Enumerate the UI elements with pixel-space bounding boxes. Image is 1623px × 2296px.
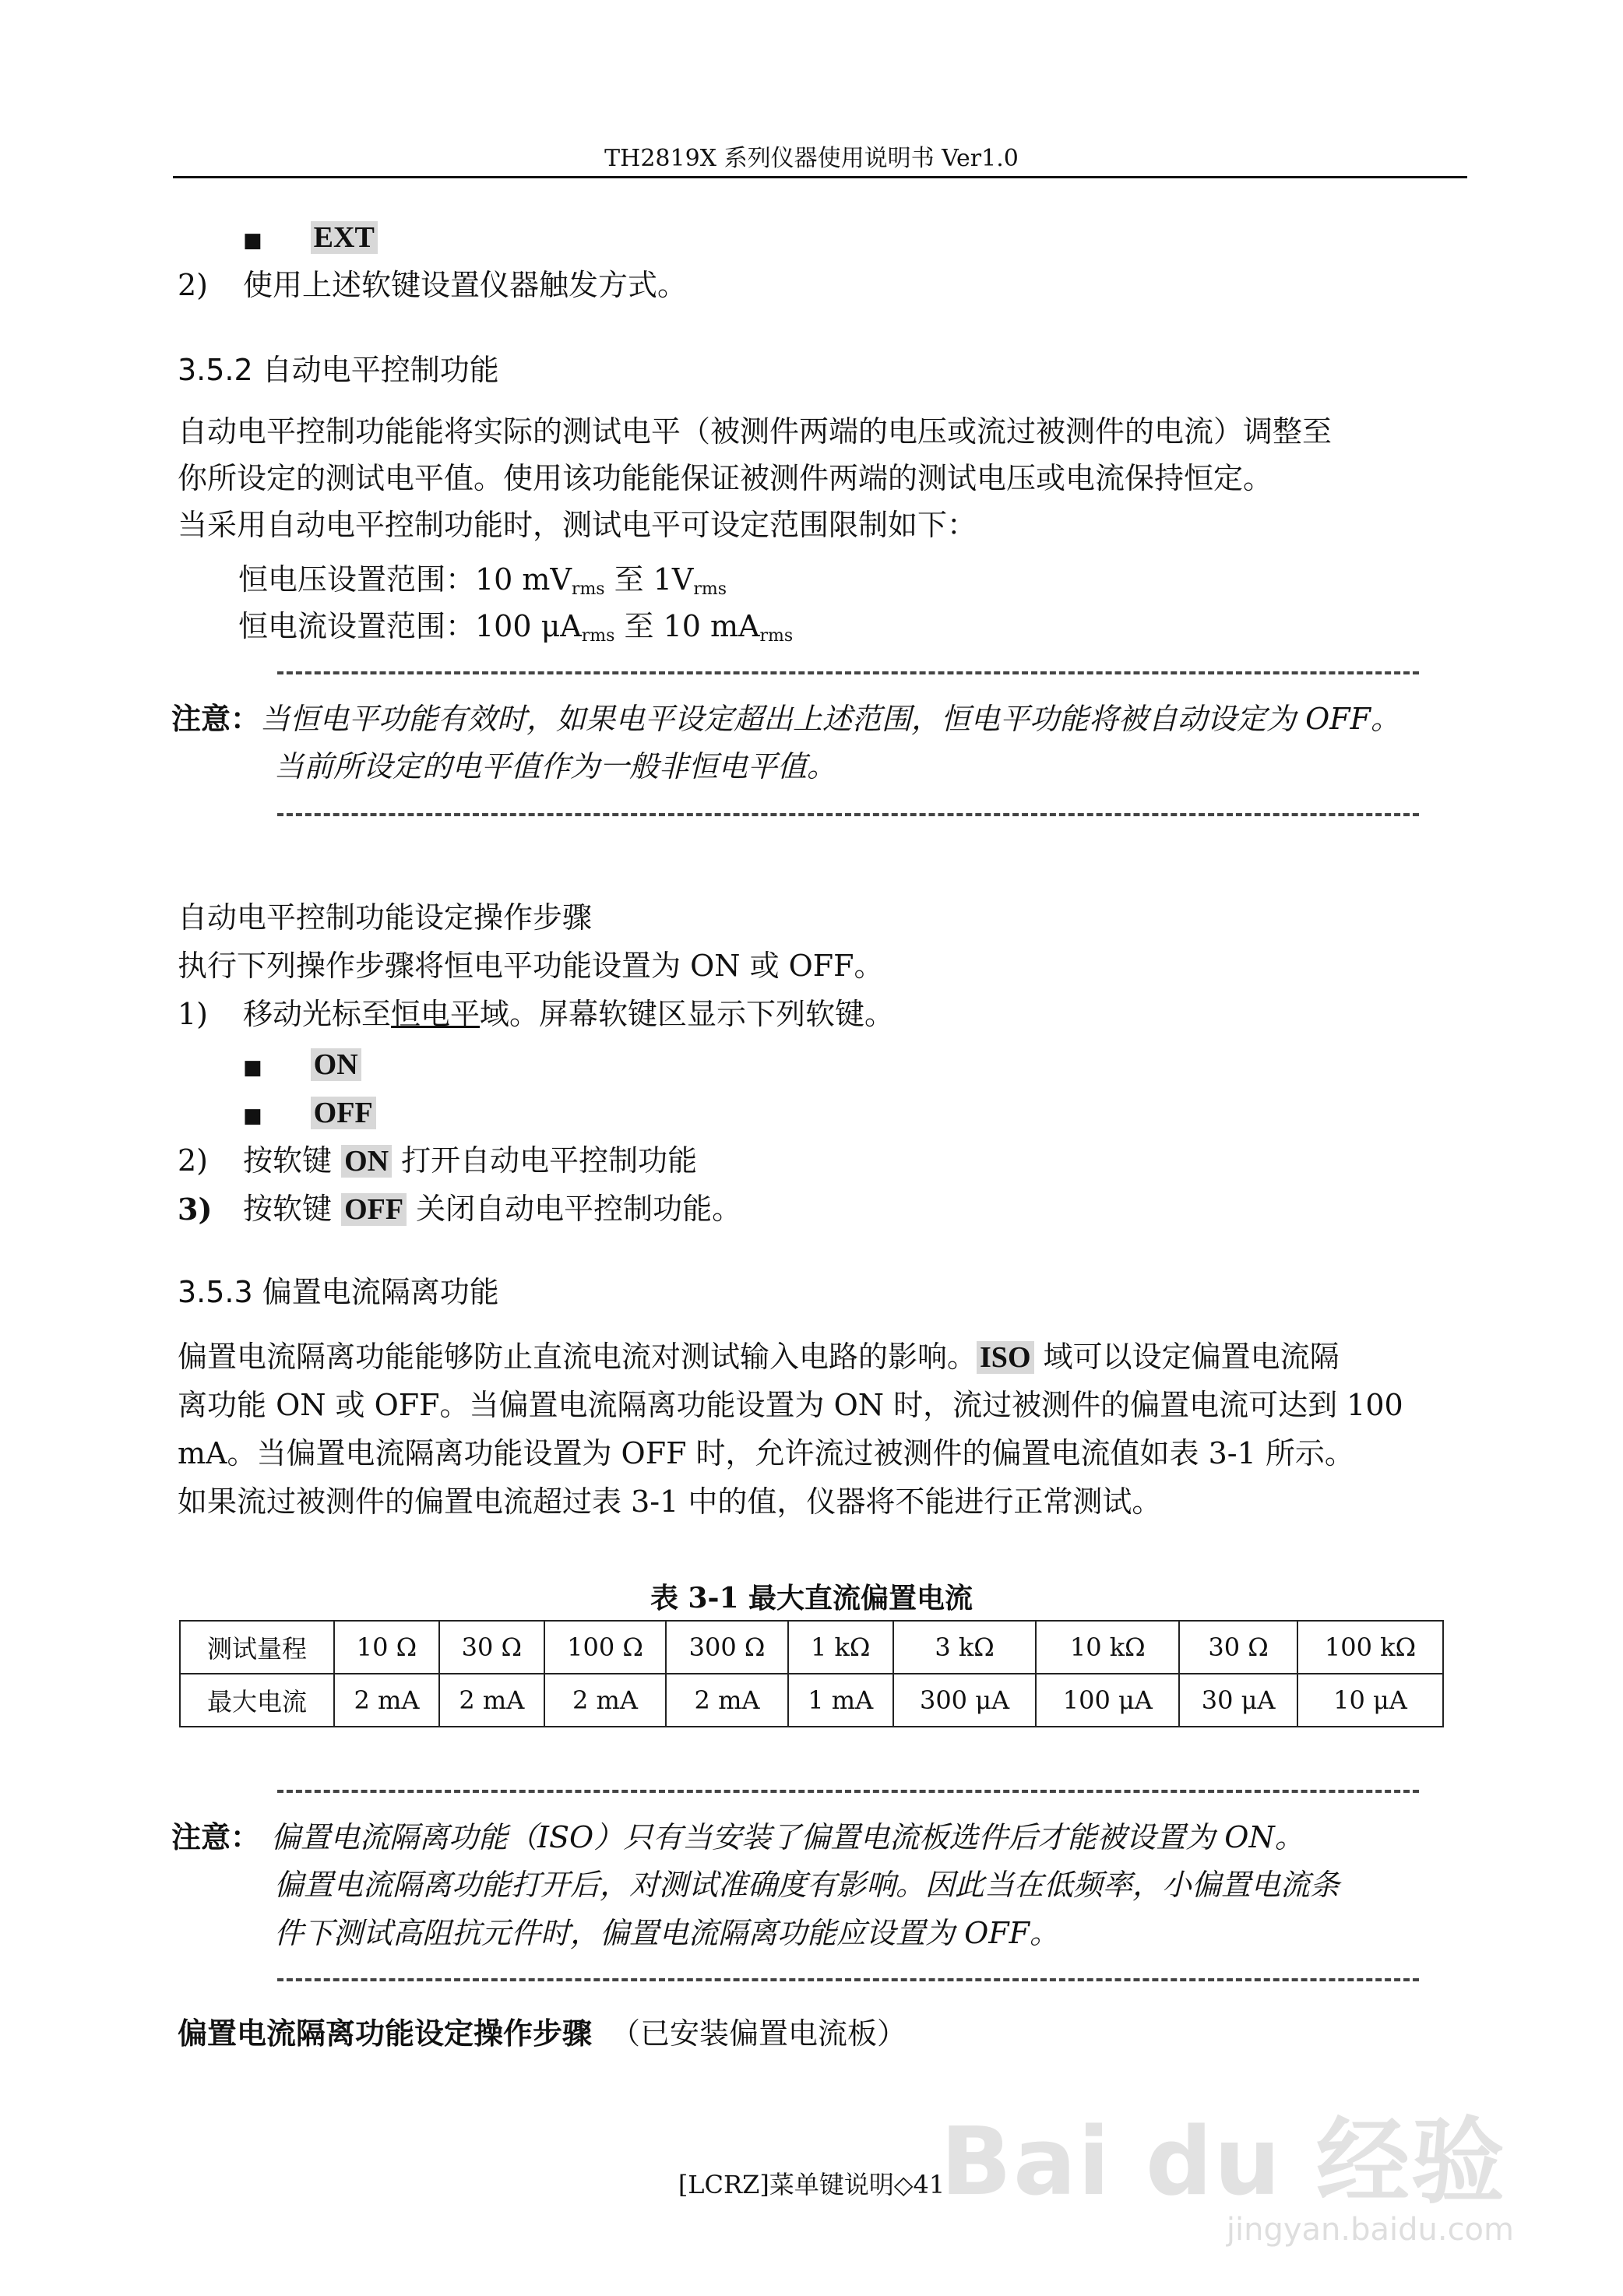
page-header: TH2819X 系列仪器使用说明书 Ver1.0 <box>604 145 1019 172</box>
field-iso: ISO <box>977 1341 1033 1374</box>
paragraph-line: 如果流过被测件的偏置电流超过表 3-1 中的值，仪器将不能进行正常测试。 <box>178 1484 1162 1519</box>
table-cell: 100 kΩ <box>1297 1621 1443 1674</box>
table-cell: 3 kΩ <box>893 1621 1037 1674</box>
cc-mid: 至 10 mA <box>614 609 760 643</box>
constant-current-range <box>238 609 793 646</box>
para-text: 域可以设定偏置电流隔 <box>1033 1340 1340 1374</box>
table-cell: 30 Ω <box>439 1621 544 1674</box>
procedure-note: （已安装偏置电流板） <box>611 2016 907 2051</box>
softkey-ext: EXT <box>311 221 378 254</box>
table-cell: 2 mA <box>439 1674 544 1727</box>
note-label: 注意： <box>171 701 261 736</box>
paragraph-line: 离功能 ON 或 OFF。当偏置电流隔离功能设置为 ON 时，流过被测件的偏置电流可达到 100 <box>178 1388 1403 1422</box>
bullet-off <box>243 1095 376 1132</box>
table-caption: 表 3-1 最大直流偏置电流 <box>650 1582 973 1615</box>
note-text: 当恒电平功能有效时，如果电平设定超出上述范围，恒电平功能将被自动设定为 OFF。 <box>260 702 1400 736</box>
note-divider-top <box>277 1790 1419 1793</box>
constant-voltage-range <box>238 562 727 600</box>
table-cell: 300 μA <box>893 1674 1037 1727</box>
note-text: 当前所设定的电平值作为一般非恒电平值。 <box>274 749 837 784</box>
step-number: 2) <box>178 1143 209 1178</box>
page-footer: [LCRZ]菜单键说明◇41 <box>678 2170 945 2199</box>
note-2 <box>171 1819 1304 1856</box>
procedure-intro: 执行下列操作步骤将恒电平功能设置为 ON 或 OFF。 <box>178 949 884 983</box>
step-number: 2) <box>178 268 209 302</box>
procedure-heading-iso <box>178 2016 907 2052</box>
cv-sub: rms <box>571 579 605 599</box>
note-divider-bottom <box>277 1978 1419 1981</box>
step-number: 3) <box>178 1192 213 1227</box>
table-row <box>180 1674 1443 1727</box>
cv-sub: rms <box>693 579 727 599</box>
table-cell: 100 μA <box>1036 1674 1179 1727</box>
table-cell: 2 mA <box>334 1674 439 1727</box>
cc-label: 恒电流设置范围：100 μA <box>238 609 582 643</box>
procedure-heading: 自动电平控制功能设定操作步骤 <box>178 900 593 935</box>
step-text: 按软键 <box>243 1192 342 1226</box>
para-text: 偏置电流隔离功能能够防止直流电流对测试输入电路的影响。 <box>178 1340 977 1374</box>
paragraph-line: mA。当偏置电流隔离功能设置为 OFF 时，允许流过被测件的偏置电流值如表 3-1 所示。 <box>178 1436 1354 1470</box>
bullet-square-icon: ■ <box>243 1056 262 1079</box>
bias-current-table <box>179 1620 1444 1727</box>
step-2-trigger <box>178 268 688 304</box>
field-name: 恒电平 <box>391 997 481 1031</box>
step-text: 关闭自动电平控制功能。 <box>407 1192 742 1226</box>
procedure-heading: 偏置电流隔离功能设定操作步骤 <box>178 2016 593 2051</box>
softkey-off: OFF <box>341 1193 407 1226</box>
cv-label: 恒电压设置范围：10 mV <box>238 562 572 597</box>
table-cell: 100 Ω <box>544 1621 667 1674</box>
step-text: 移动光标至 <box>243 997 392 1031</box>
paragraph-line: 当采用自动电平控制功能时，测试电平可设定范围限制如下： <box>178 508 977 542</box>
table-cell: 10 μA <box>1297 1674 1443 1727</box>
paragraph-line: 自动电平控制功能能将实际的测试电平（被测件两端的电压或流过被测件的电流）调整至 <box>178 414 1333 449</box>
procedure-step-2 <box>178 1143 698 1179</box>
section-heading-3-5-3: 3.5.3 偏置电流隔离功能 <box>178 1275 499 1309</box>
note-text: 偏置电流隔离功能（ISO）只有当安装了偏置电流板选件后才能被设置为 ON。 <box>271 1820 1304 1854</box>
softkey-off: OFF <box>311 1097 376 1129</box>
cc-sub: rms <box>759 626 794 646</box>
note-divider-top <box>277 671 1419 674</box>
table-cell: 1 mA <box>788 1674 893 1727</box>
table-cell: 1 kΩ <box>788 1621 893 1674</box>
bullet-on <box>243 1047 361 1083</box>
table-cell: 10 kΩ <box>1036 1621 1179 1674</box>
softkey-on: ON <box>311 1048 361 1081</box>
paragraph-line: 你所设定的测试电平值。使用该功能能保证被测件两端的测试电压或电流保持恒定。 <box>178 461 1273 495</box>
cv-mid: 至 1V <box>604 562 694 597</box>
bullet-square-icon: ■ <box>243 1104 262 1128</box>
watermark-url: jingyan.baidu.com <box>1226 2212 1514 2248</box>
bullet-ext <box>243 220 378 256</box>
baidu-jingyan-watermark: Bai du 经验 <box>940 2108 1506 2217</box>
table-header-cell: 最大电流 <box>180 1674 334 1727</box>
table-cell: 30 Ω <box>1179 1621 1297 1674</box>
bullet-square-icon: ■ <box>243 229 262 252</box>
note-1 <box>171 701 1400 738</box>
note-label: 注意： <box>171 1819 261 1854</box>
table-row <box>180 1621 1443 1674</box>
step-text: 打开自动电平控制功能 <box>392 1143 698 1178</box>
procedure-step-1 <box>178 997 895 1033</box>
note-text: 件下测试高阻抗元件时，偏置电流隔离功能应设置为 OFF。 <box>274 1916 1059 1950</box>
table-cell: 2 mA <box>666 1674 788 1727</box>
table-header-cell: 测试量程 <box>180 1621 334 1674</box>
cc-sub: rms <box>581 626 615 646</box>
table-cell: 30 μA <box>1179 1674 1297 1727</box>
table-cell: 10 Ω <box>334 1621 439 1674</box>
note-text: 偏置电流隔离功能打开后，对测试准确度有影响。因此当在低频率，小偏置电流条 <box>274 1868 1340 1902</box>
table-cell: 300 Ω <box>666 1621 788 1674</box>
table-cell: 2 mA <box>544 1674 667 1727</box>
procedure-step-3 <box>178 1192 742 1228</box>
note-divider-bottom <box>277 813 1419 816</box>
step-text: 使用上述软键设置仪器触发方式。 <box>243 268 688 302</box>
header-rule <box>173 176 1467 178</box>
paragraph-line <box>178 1340 1340 1376</box>
section-heading-3-5-2: 3.5.2 自动电平控制功能 <box>178 353 499 387</box>
step-number: 1) <box>178 997 209 1031</box>
step-text: 域。屏幕软键区显示下列软键。 <box>480 997 895 1031</box>
step-text: 按软键 <box>243 1143 342 1178</box>
softkey-on: ON <box>341 1145 392 1178</box>
